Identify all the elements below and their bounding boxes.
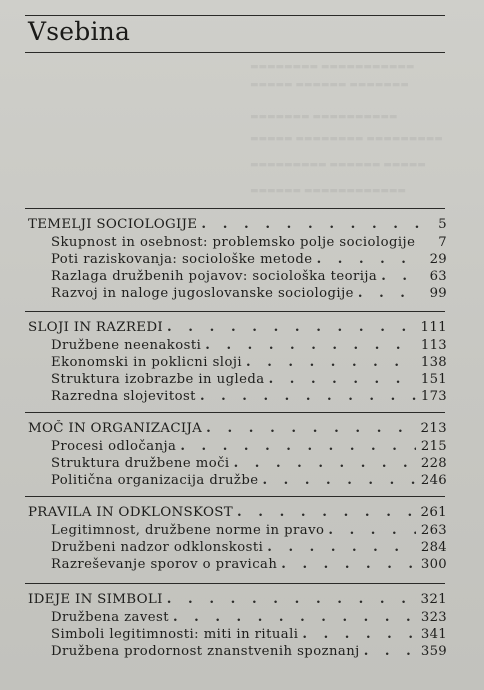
- section-rule: [25, 583, 445, 584]
- entry-title: Simboli legitimnosti: miti in rituali: [51, 627, 299, 642]
- dot-leader: [267, 540, 416, 556]
- toc-section-heading: [28, 420, 447, 437]
- section-rule: [25, 311, 445, 312]
- entry-title: Družbeni nadzor odklonskosti: [51, 540, 264, 555]
- page-number: 99: [429, 286, 447, 301]
- section-title: MOČ IN ORGANIZACIJA: [28, 421, 203, 436]
- toc-entry: [51, 286, 447, 302]
- toc-entry: [51, 627, 447, 643]
- page-number: 138: [420, 355, 447, 370]
- page-number: 246: [420, 473, 447, 488]
- page-number: 111: [420, 320, 447, 335]
- toc-entry: [51, 456, 447, 472]
- page-number: 5: [438, 217, 447, 232]
- page-number: 113: [420, 338, 447, 353]
- entry-title: Družbena zavest: [51, 610, 169, 625]
- dot-leader: [262, 473, 415, 489]
- toc-entry: [51, 252, 447, 268]
- page-number: 29: [429, 252, 447, 267]
- dot-leader: [201, 216, 420, 232]
- entry-title: Struktura izobrazbe in ugleda: [51, 372, 265, 387]
- page-number: 151: [420, 372, 447, 387]
- section-title: IDEJE IN SIMBOLI: [28, 592, 163, 607]
- section-title: SLOJI IN RAZREDI: [28, 320, 163, 335]
- page-number: 321: [420, 592, 447, 607]
- entry-title: Razreševanje sporov o pravicah: [51, 557, 278, 572]
- top-rule: [25, 15, 445, 16]
- dot-leader: [205, 338, 416, 354]
- entry-title: Procesi odločanja: [51, 439, 177, 454]
- section-rule: [25, 496, 445, 497]
- page-title: Vsebina: [28, 17, 131, 46]
- page-number: 63: [429, 269, 447, 284]
- entry-title: Struktura družbene moči: [51, 456, 230, 471]
- toc-entry: [51, 557, 447, 573]
- page-number: 359: [420, 644, 447, 659]
- dot-leader: [281, 557, 416, 573]
- dot-leader: [246, 355, 416, 371]
- show-through: ▬▬▬▬▬▬ ▬▬▬▬▬▬▬▬▬▬▬▬: [250, 186, 406, 196]
- page-number: 263: [420, 523, 447, 538]
- page-number: 173: [420, 389, 447, 404]
- entry-title: Družbene neenakosti: [51, 338, 202, 353]
- dot-leader: [167, 319, 416, 335]
- page-number: 228: [420, 456, 447, 471]
- dot-leader: [328, 523, 416, 539]
- entry-title: Legitimnost, družbene norme in pravo: [51, 523, 325, 538]
- entry-title: Skupnost in osebnost: problemsko polje sociologije: [51, 235, 416, 250]
- toc-section-heading: [28, 504, 447, 521]
- toc-section-heading: [28, 216, 447, 233]
- toc-section-heading: [28, 319, 447, 336]
- toc-entry: [51, 269, 447, 285]
- dot-leader: [200, 389, 416, 405]
- show-through: ▬▬▬▬▬ ▬▬▬▬▬▬ ▬▬▬▬▬▬▬: [250, 80, 409, 90]
- dot-leader: [206, 420, 415, 436]
- show-through: ▬▬▬▬▬▬▬ ▬▬▬▬▬▬▬▬▬▬: [250, 112, 398, 122]
- page-number: 300: [420, 557, 447, 572]
- dot-leader: [358, 286, 420, 302]
- page-number: 213: [420, 421, 447, 436]
- toc-entry: [51, 644, 447, 660]
- page-number: 341: [420, 627, 447, 642]
- title-rule: [25, 52, 445, 53]
- toc-entry: [51, 540, 447, 556]
- toc-entry: [51, 473, 447, 489]
- page-number: 7: [438, 235, 447, 250]
- page-number: 323: [420, 610, 447, 625]
- toc-entry: [51, 372, 447, 388]
- section-rule: [25, 208, 445, 209]
- entry-title: Razredna slojevitost: [51, 389, 196, 404]
- entry-title: Ekonomski in poklicni sloji: [51, 355, 243, 370]
- toc-entry: [51, 235, 447, 251]
- section-title: TEMELJI SOCIOLOGIJE: [28, 217, 198, 232]
- show-through: ▬▬▬▬▬ ▬▬▬▬▬▬▬▬ ▬▬▬▬▬▬▬▬▬: [250, 134, 443, 144]
- dot-leader: [317, 252, 420, 268]
- page-number: 215: [420, 439, 447, 454]
- dot-leader: [269, 372, 416, 388]
- entry-title: Poti raziskovanja: sociološke metode: [51, 252, 313, 267]
- toc-entry: [51, 439, 447, 455]
- toc-entry: [51, 610, 447, 626]
- page-number: 261: [420, 505, 447, 520]
- toc-entry: [51, 389, 447, 405]
- toc-entry: [51, 355, 447, 371]
- page-number: 284: [420, 540, 447, 555]
- dot-leader: [234, 456, 416, 472]
- entry-title: Politična organizacija družbe: [51, 473, 259, 488]
- dot-leader: [364, 644, 416, 660]
- show-through: ▬▬▬▬▬▬▬▬▬ ▬▬▬▬▬▬ ▬▬▬▬▬: [250, 160, 426, 170]
- section-rule: [25, 412, 445, 413]
- dot-leader: [419, 235, 420, 251]
- section-title: PRAVILA IN ODKLONSKOST: [28, 505, 233, 520]
- toc-section-heading: [28, 591, 447, 608]
- dot-leader: [167, 591, 416, 607]
- entry-title: Razvoj in naloge jugoslovanske sociologije: [51, 286, 354, 301]
- entry-title: Razlaga družbenih pojavov: sociološka teorija: [51, 269, 378, 284]
- toc-entry: [51, 338, 447, 354]
- dot-leader: [173, 610, 416, 626]
- dot-leader: [302, 627, 416, 643]
- toc-entry: [51, 523, 447, 539]
- dot-leader: [381, 269, 420, 285]
- entry-title: Družbena prodornost znanstvenih spoznanj: [51, 644, 360, 659]
- dot-leader: [180, 439, 416, 455]
- dot-leader: [237, 504, 416, 520]
- show-through: ▬▬▬▬▬▬▬▬ ▬▬▬▬▬▬▬▬▬▬▬: [250, 62, 415, 72]
